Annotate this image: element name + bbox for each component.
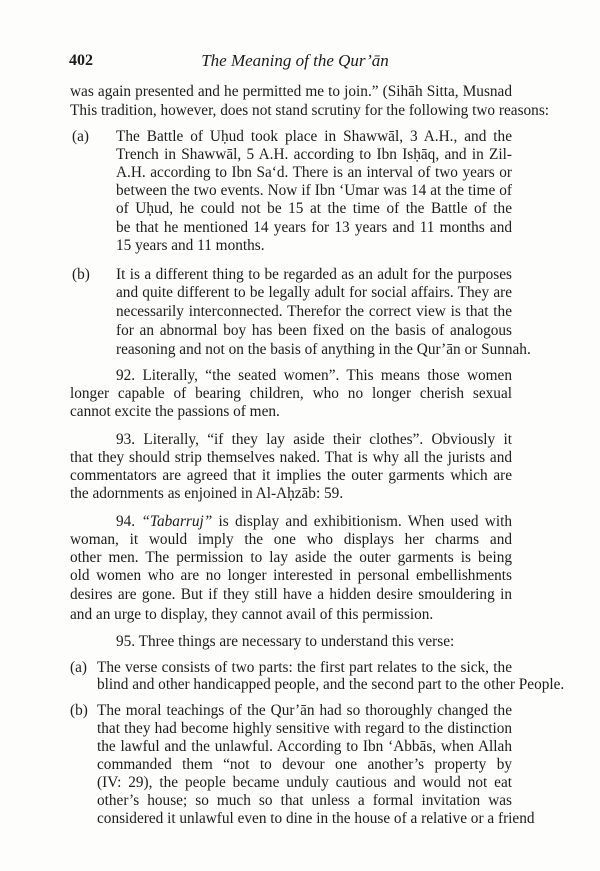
note-93-line: 93. Literally, “if they lay aside their clothes”. Obviously it — [116, 431, 512, 448]
note-92-line: longer capable of bearing children, who no longer cherish sexual — [70, 385, 512, 402]
continuation-paragraph-line: This tradition, however, does not stand scrutiny for the following two reasons: — [70, 102, 550, 119]
reason-a-line: Trench in Shawwāl, 5 A.H. according to Ibn Isḥāq, and in Zil- — [116, 146, 512, 163]
note-95-point-b-label: (b) — [70, 702, 88, 719]
note-95-point-a-label: (a) — [70, 659, 87, 676]
note-94-line: 94. “Tabarruj” is display and exhibitionism. When used with — [116, 513, 512, 530]
note-95-point-a-line: The verse consists of two parts: the first part relates to the sick, the — [97, 659, 512, 676]
note-94-line: desires are gone. But if they still have a hidden desire smouldering in — [70, 586, 512, 603]
note-94-line: other men. The permission to lay aside the outer garments is being — [70, 549, 512, 566]
note-95-point-b-line: (IV: 29), the people became unduly cautious and would not eat — [97, 774, 512, 791]
note-93-line: the adornments as enjoined in Al-Aḥzāb: 59. — [70, 485, 344, 502]
reason-a-label: (a) — [72, 128, 89, 145]
note-94-line: old women who are no longer interested in personal embellishments — [70, 567, 512, 584]
note-95-point-b-line: other’s house; so much so that unless a formal invitation was — [97, 792, 512, 809]
note-92-line: 92. Literally, “the seated women”. This means those women — [116, 367, 512, 384]
note-93-line: commentators are agreed that it implies the outer garments which are — [70, 467, 512, 484]
reason-b-label: (b) — [72, 266, 90, 283]
page-number: 402 — [69, 52, 93, 69]
continuation-paragraph-line: was again presented and he permitted me to join.” (Sihāh Sitta, Musnad — [70, 83, 512, 100]
reason-b-line: and quite different to be legally adult for social affairs. They are — [116, 284, 512, 301]
note-95-point-b-line: commanded them “not to devour one another’s property by — [97, 756, 512, 773]
reason-a-line: A.H. according to Ibn Sa‘d. There is an interval of two years or — [116, 164, 512, 181]
reason-b-line: It is a different thing to be regarded as an adult for the purposes — [116, 266, 512, 283]
note-92-line: cannot excite the passions of men. — [70, 403, 280, 420]
note-95-line: 95. Three things are necessary to understand this verse: — [116, 633, 455, 650]
note-95-point-b-line: that they had become highly sensitive with regard to the distinction — [97, 720, 512, 737]
note-95-point-b-line: considered it unlawful even to dine in the house of a relative or a friend — [97, 810, 535, 827]
note-95-point-b-line: The moral teachings of the Qur’ān had so thoroughly changed the — [97, 702, 512, 719]
reason-b-line: for an abnormal boy has been fixed on the basis of analogous — [116, 322, 512, 339]
reason-a-line: be that he mentioned 14 years for 13 years and 11 months and — [116, 219, 512, 236]
note-95-point-a-line: blind and other handicapped people, and the second part to the other People. — [97, 676, 565, 693]
reason-a-line: between the two events. Now if Ibn ‘Umar was 14 at the time of — [116, 182, 512, 199]
note-94-line: and an urge to display, they cannot avail of this permission. — [70, 606, 434, 623]
term-tabarruj: “Tabarruj” — [141, 513, 213, 530]
note-95-point-b-line: the lawful and the unlawful. According to Ibn ‘Abbās, when Allah — [97, 738, 512, 755]
reason-a-line: of Uḥud, he could not be 15 at the time of the Battle of the — [116, 200, 512, 217]
note-94-line: woman, it would imply the one who displays her charms and — [70, 531, 512, 548]
note-93-line: that they should strip themselves naked. That is why all the jurists and — [70, 449, 512, 466]
reason-b-line: reasoning and not on the basis of anything in the Qur’ān or Sunnah. — [116, 341, 531, 358]
reason-a-line: 15 years and 11 months. — [116, 237, 265, 254]
reason-b-line: necessarily interconnected. Therefor the correct view is that the — [116, 303, 512, 320]
reason-a-line: The Battle of Uḥud took place in Shawwāl, 3 A.H., and the — [116, 128, 512, 145]
running-title: The Meaning of the Qur’ān — [201, 51, 389, 70]
